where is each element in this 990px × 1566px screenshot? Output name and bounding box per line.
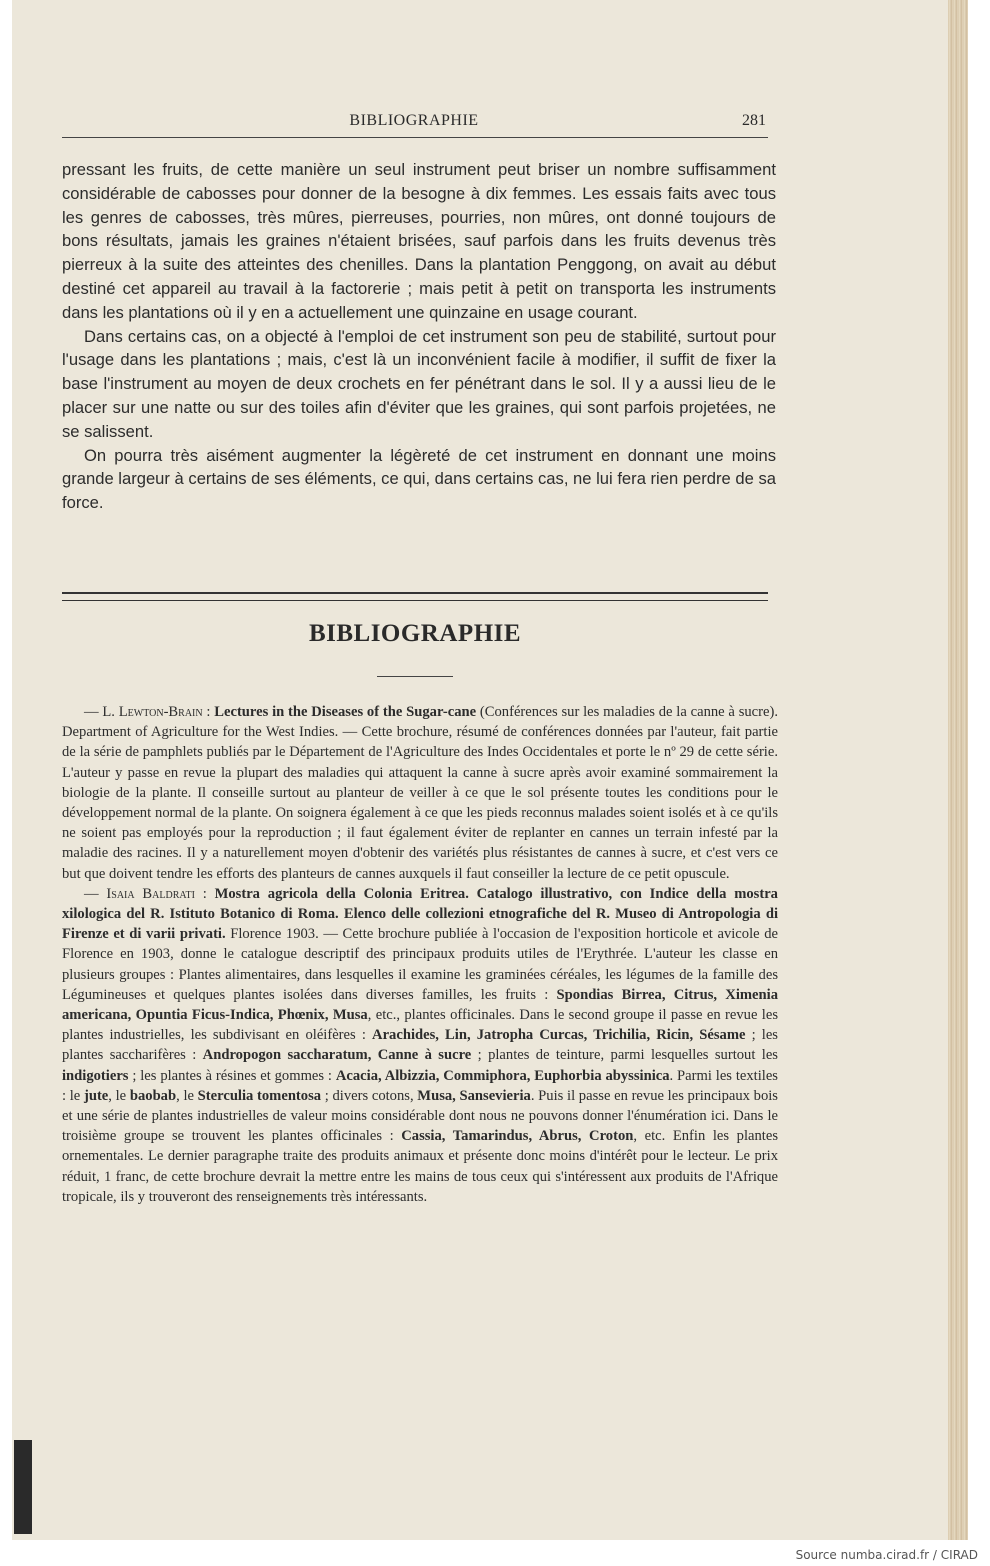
paragraph: On pourra très aisément augmenter la légèreté de cet instrument en donnant une moins grande largeur à certains de ses éléments, ce qui, dans certains cas, ne lui fera rien perdre de sa force. <box>62 445 776 513</box>
paragraph: Dans certains cas, on a objecté à l'emploi de cet instrument son peu de stabilité, surtout pour l'usage dans les plantations ; mais, c'est là un inconvénient facile à modifier, il suffit de fixer la base l'instrument au moyen de deux crochets en fer pénétrant dans le sol. Il y a aussi lieu de le placer sur une natte ou sur des toiles afin d'éviter que les graines, qui sont parfois projetées, ne se salissent. <box>62 326 776 441</box>
entry-author: L. Lewton-Brain : <box>102 704 211 720</box>
bibliography-list <box>62 702 778 1207</box>
binding-corner <box>14 1440 32 1534</box>
entry-text: Florence 1903. — Cette brochure publiée à l'occasion de l'exposition horticole et avicole de Florence en 1903, donne le catalogue descriptif des principaux produits utiles de l'Erythrée. L'auteur les classe en plusieurs groupes : Plantes alimentaires, dans lesquelles il examine les graminées céréales, les légumes de la famille des Légumineuses et quelques plantes isolées dans diverses familles, les fruits : <box>62 926 778 1003</box>
entry-title: Mostra agricola della Colonia Eritrea. Catalogo illustrativo, con Indice della mostra xilologica del R. Istituto Botanico di Roma. Elenco delle collezioni etnografiche del R. Museo di Antropologia di Firenze et di varii privati. <box>62 885 778 943</box>
page-edge <box>948 0 968 1540</box>
bibliography-entry: — L. Lewton-Brain : Lectures in the Diseases of the Sugar-cane (Conférences sur les maladies de la canne à sucre). Department of Agriculture for the West Indies. — Cette brochure, résumé de conférences données par l'auteur, fait partie de la série de pamphlets publiés par le Département de l'Agriculture des Indes Occidentales et porte le nº 29 de cette série. L'auteur y passe en revue la plupart des maladies qui attaquent la canne à sucre après avoir examiné sommairement la biologie de la plante. Il conseille surtout au planteur de veiller à ce que le sol présente toutes les conditions pour le développement normal de la plante. On soignera également à ce que les pieds reconnus malades soient isolés et à ce qu'ils ne soient pas employés pour la reproduction ; il faut également éviter de replanter en cannes un terrain infesté par la maladie des racines. Il y a naturellement moyen d'obtenir des variétés plus résistantes de cannes à sucre, et c'est vers ce but que doivent tendre les efforts des planteurs de cannes auxquels il faut conseiller la lecture de ce petit opuscule. <box>62 704 778 882</box>
running-header <box>62 112 766 136</box>
entry-author: Isaia Baldrati : <box>106 885 207 902</box>
header-rule <box>62 137 768 138</box>
section-title: BIBLIOGRAPHIE <box>308 620 522 647</box>
entry-title: Lectures in the Diseases of the Sugar-cane <box>214 704 477 720</box>
running-title: BIBLIOGRAPHIE <box>349 112 479 129</box>
source-credit: Source numba.cirad.fr / CIRAD <box>795 1548 978 1562</box>
section-divider <box>62 592 768 601</box>
page-number: 281 <box>742 112 766 129</box>
bibliography-entry: — Isaia Baldrati : Mostra agricola della Colonia Eritrea. Catalogo illustrativo, con Indice della mostra xilologica del R. Istituto Botanico di Roma. Elenco delle collezioni etnografiche del R. Museo di Antropologia di Firenze et di varii privati. Florence 1903. — Cette brochure publiée à l'occasion de l'exposition horticole et avicole de Florence en 1903, donne le catalogue descriptif des principaux produits utiles de l'Erythrée. L'auteur les classe en plusieurs groupes : Plantes alimentaires, dans lesquelles il examine les graminées céréales, les légumes de la famille des Légumineuses et quelques plantes isolées dans diverses familles, les fruits : Spondias Birrea, Citrus, Ximenia americana, Opuntia Ficus-Indica, Phœnix, Musa, etc., plantes officinales. Dans le second groupe il passe en revue les plantes industrielles, les subdivisant en oléifères : Arachides, Lin, Jatropha Curcas, Trichilia, Ricin, Sésame ; les plantes saccharifères : Andropogon saccharatum, Canne à sucre ; plantes de teinture, parmi lesquelles surtout les indigotiers ; les plantes à résines et gommes : Acacia, Albizzia, Commiphora, Euphorbia abyssinica. Parmi les textiles : le jute, le baobab, le Sterculia tomentosa ; divers cotons, Musa, Sansevieria. Puis il passe en revue les principaux bois et une série de plantes industrielles de valeur moins considérable dont nous ne pouvons donner l'énumération ici. Dans le troisième groupe se trouvent les plantes officinales : Cassia, Tamarindus, Abrus, Croton, etc. Enfin les plantes ornementales. Le dernier paragraphe traite des produits animaux et présente donc moins d'intérêt pour le lecteur. Le prix réduit, 1 franc, de cette brochure devrait la mettre entre les mains de tous ceux qui s'intéressent aux produits de l'Afrique tropicale, ils y trouveront des renseignements très intéressants. <box>62 885 778 1205</box>
article-continuation <box>62 158 776 515</box>
title-underline <box>377 676 453 677</box>
entry-text: (Conférences sur les maladies de la canne à sucre). Department of Agriculture for the West Indies. — Cette brochure, résumé de conférences données par l'auteur, fait partie de la série de pamphlets publiés par le Département de l'Agriculture des Indes Occidentales et porte le nº 29 de cette série. L'auteur y passe en revue la plupart des maladies qui attaquent la canne à sucre après avoir examiné sommairement la biologie de la plante. Il conseille surtout au planteur de veiller à ce que le sol présente toutes les conditions pour le développement normal de la plante. On soignera également à ce que les pieds reconnus malades soient isolés et à ce qu'ils ne soient pas employés pour la reproduction ; il faut également éviter de replanter en cannes un terrain infesté par la maladie des racines. Il y a naturellement moyen d'obtenir des variétés plus résistantes de cannes à sucre, et c'est vers ce but que doivent tendre les efforts des planteurs de cannes auxquels il faut conseiller la lecture de ce petit opuscule. <box>62 704 778 882</box>
paragraph: pressant les fruits, de cette manière un seul instrument peut briser un nombre suffisamment considérable de cabosses pour donner de la besogne à dix femmes. Les essais faits avec tous les genres de cabosses, très mûres, pierreuses, pourries, non mûres, ont donné toujours de bons résultats, jamais les graines n'étaient brisées, sauf parfois dans les fruits devenus très pierreux à la suite des atteintes des chenilles. Dans la plantation Penggong, on avait au début destiné cet appareil au travail à la factorerie ; mais petit à petit on transporta les instruments dans les plantations où il y en a actuellement une quinzaine en usage courant. <box>62 160 776 322</box>
